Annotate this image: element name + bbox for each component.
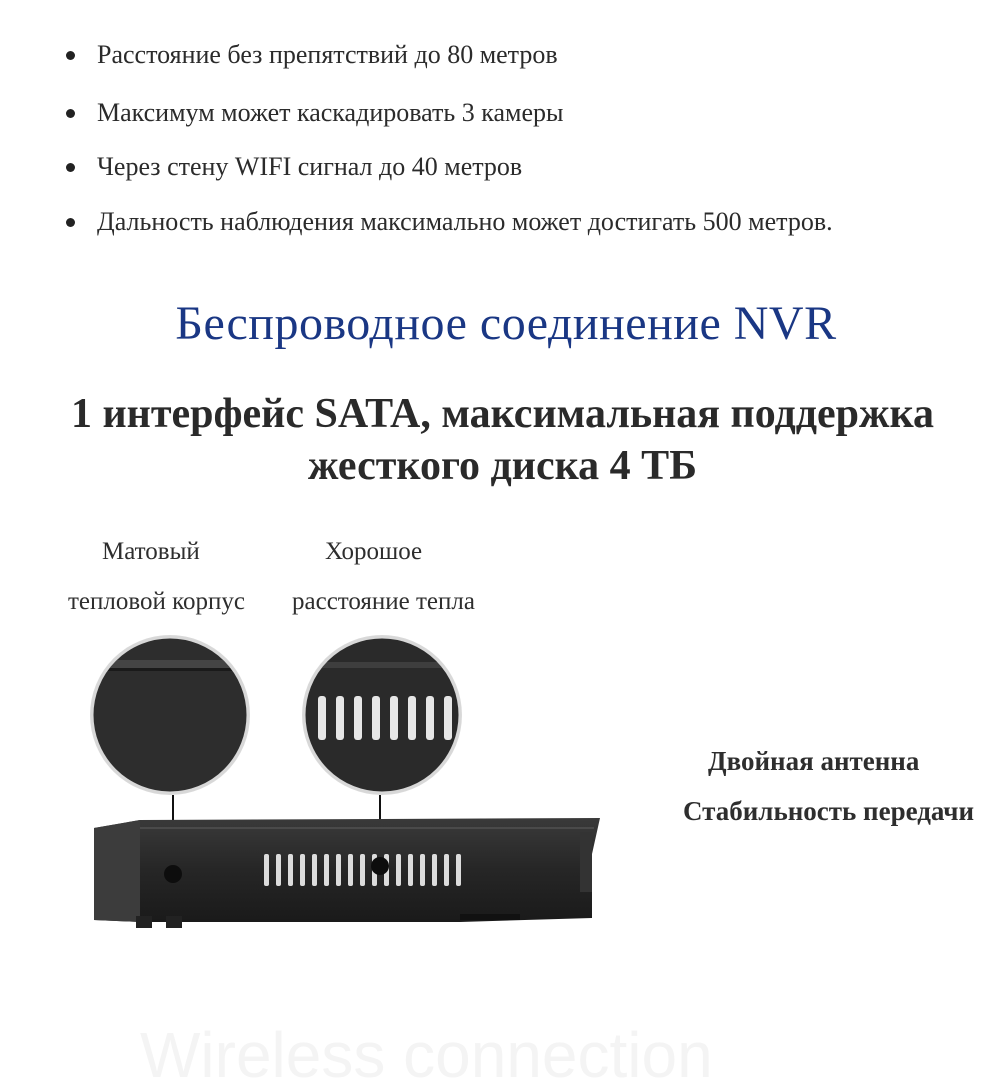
- list-item: [66, 40, 558, 70]
- sata-description: [0, 388, 1000, 492]
- sata-line-1: 1 интерфейс SATA, максимальная поддержка: [70, 391, 935, 437]
- callout-matte-line1: Матовый: [102, 538, 200, 565]
- list-item: [66, 207, 833, 237]
- bullet-dot: [66, 109, 75, 118]
- matte-housing-zoom: [80, 632, 280, 832]
- callout-vent-line2: расстояние тепла: [292, 588, 475, 615]
- feature-text: Максимум может каскадировать 3 камеры: [97, 98, 564, 127]
- bullet-dot: [66, 163, 75, 172]
- feature-text: Через стену WIFI сигнал до 40 метров: [97, 152, 523, 181]
- section-title: Беспроводное соединение NVR: [175, 297, 837, 350]
- bullet-dot: [66, 218, 75, 227]
- sata-line-2: жесткого диска 4 ТБ: [308, 443, 697, 489]
- feature-text: Расстояние без препятствий до 80 метров: [97, 40, 558, 69]
- list-item: [66, 152, 522, 182]
- callout-dot: [371, 857, 389, 875]
- callout-antenna-line2: Стабильность передачи: [683, 796, 975, 826]
- list-item: [66, 98, 564, 128]
- background-watermark: Wireless connection: [140, 1019, 713, 1091]
- callout-dot: [164, 865, 182, 883]
- bullet-dot: [66, 51, 75, 60]
- callout-matte-line2: тепловой корпус: [68, 588, 245, 615]
- nvr-device-illustration: [80, 632, 620, 932]
- feature-text: Дальность наблюдения максимально может достигать 500 метров.: [97, 207, 833, 236]
- callout-antenna-line1: Двойная антенна: [708, 746, 920, 776]
- callout-vent-line1: Хорошое: [325, 538, 423, 565]
